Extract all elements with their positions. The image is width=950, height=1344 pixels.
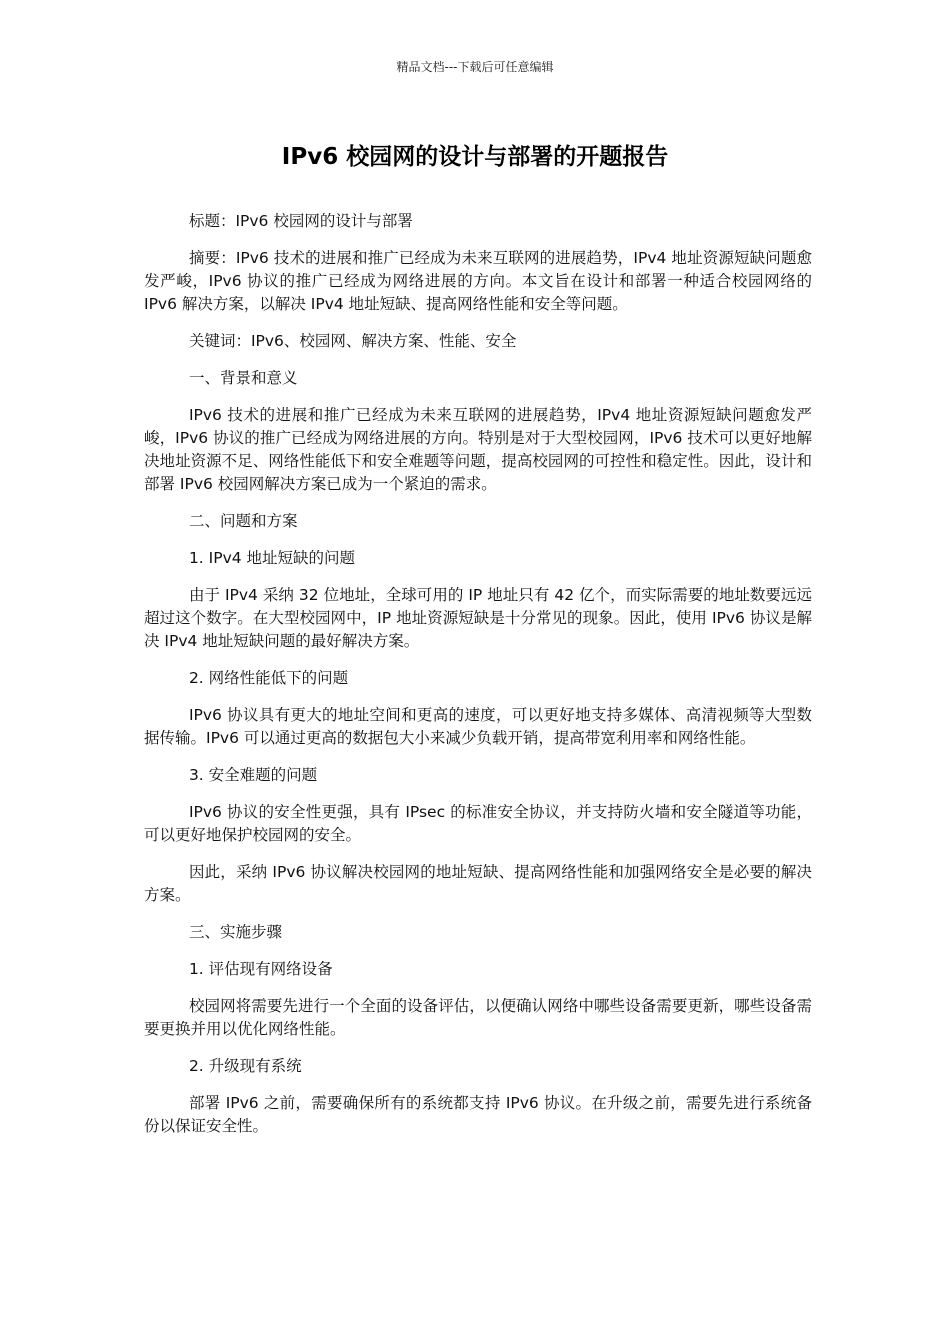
paragraph-evaluate-devices: 校园网将需要先进行一个全面的设备评估，以便确认网络中哪些设备需要更新，哪些设备需要更换并用以优化网络性能。	[144, 997, 812, 1038]
paragraph-keywords: 关键词：IPv6、校园网、解决方案、性能、安全	[188, 332, 517, 350]
paragraph-network-performance: IPv6 协议具有更大的地址空间和更高的速度，可以更好地支持多媒体、高清视频等大型数据传输。IPv6 可以通过更高的数据包大小来减少负载开销，提高带宽利用率和网络性能。	[144, 706, 812, 747]
paragraph-conclusion: 因此，采纳 IPv6 协议解决校园网的地址短缺、提高网络性能和加强网络安全是必要的解决方案。	[144, 863, 812, 904]
paragraph-abstract: 摘要：IPv6 技术的进展和推广已经成为未来互联网的进展趋势，IPv4 地址资源短缺问题愈发严峻，IPv6 协议的推广已经成为网络进展的方向。本文旨在设计和部署一种适合校园网络的 IPv6 解决方案，以解决 IPv4 地址短缺、提高网络性能和安全等问题。	[144, 249, 812, 313]
subheading-ipv4-shortage: 1. IPv4 地址短缺的问题	[188, 549, 356, 567]
subheading-evaluate-devices: 1. 评估现有网络设备	[188, 960, 333, 978]
paragraph-security: IPv6 协议的安全性更强，具有 IPsec 的标准安全协议，并支持防火墙和安全隧道等功能，可以更好地保护校园网的安全。	[144, 803, 812, 844]
paragraph-background: IPv6 技术的进展和推广已经成为未来互联网的进展趋势，IPv4 地址资源短缺问题愈发严峻，IPv6 协议的推广已经成为网络进展的方向。特别是对于大型校园网，IPv6 技术可以更好地解决地址资源不足、网络性能低下和安全难题等问题，提高校园网的可控性和稳定性。因此，设计和部署 IPv6 校园网解决方案已成为一个紧迫的需求。	[144, 406, 812, 493]
subheading-network-performance: 2. 网络性能低下的问题	[188, 669, 349, 687]
subheading-security: 3. 安全难题的问题	[188, 766, 318, 784]
document-body	[144, 210, 812, 1152]
paragraph-upgrade-systems: 部署 IPv6 之前，需要确保所有的系统都支持 IPv6 协议。在升级之前，需要先进行系统备份以保证安全性。	[144, 1094, 812, 1135]
subheading-upgrade-systems: 2. 升级现有系统	[188, 1057, 302, 1075]
section-heading-problems: 二、问题和方案	[188, 512, 298, 530]
paragraph-ipv4-shortage: 由于 IPv4 采纳 32 位地址，全球可用的 IP 地址只有 42 亿个，而实际需要的地址数要远远超过这个数字。在大型校园网中，IP 地址资源短缺是十分常见的现象。因此，使用 IPv6 协议是解决 IPv4 地址短缺问题的最好解决方案。	[144, 586, 812, 650]
paragraph-subject: 标题：IPv6 校园网的设计与部署	[188, 212, 413, 230]
section-heading-steps: 三、实施步骤	[188, 923, 282, 941]
header-note: 精品文档---下载后可任意编辑	[396, 60, 554, 74]
section-heading-background: 一、背景和意义	[188, 369, 298, 387]
document-title: IPv6 校园网的设计与部署的开题报告	[281, 144, 669, 170]
